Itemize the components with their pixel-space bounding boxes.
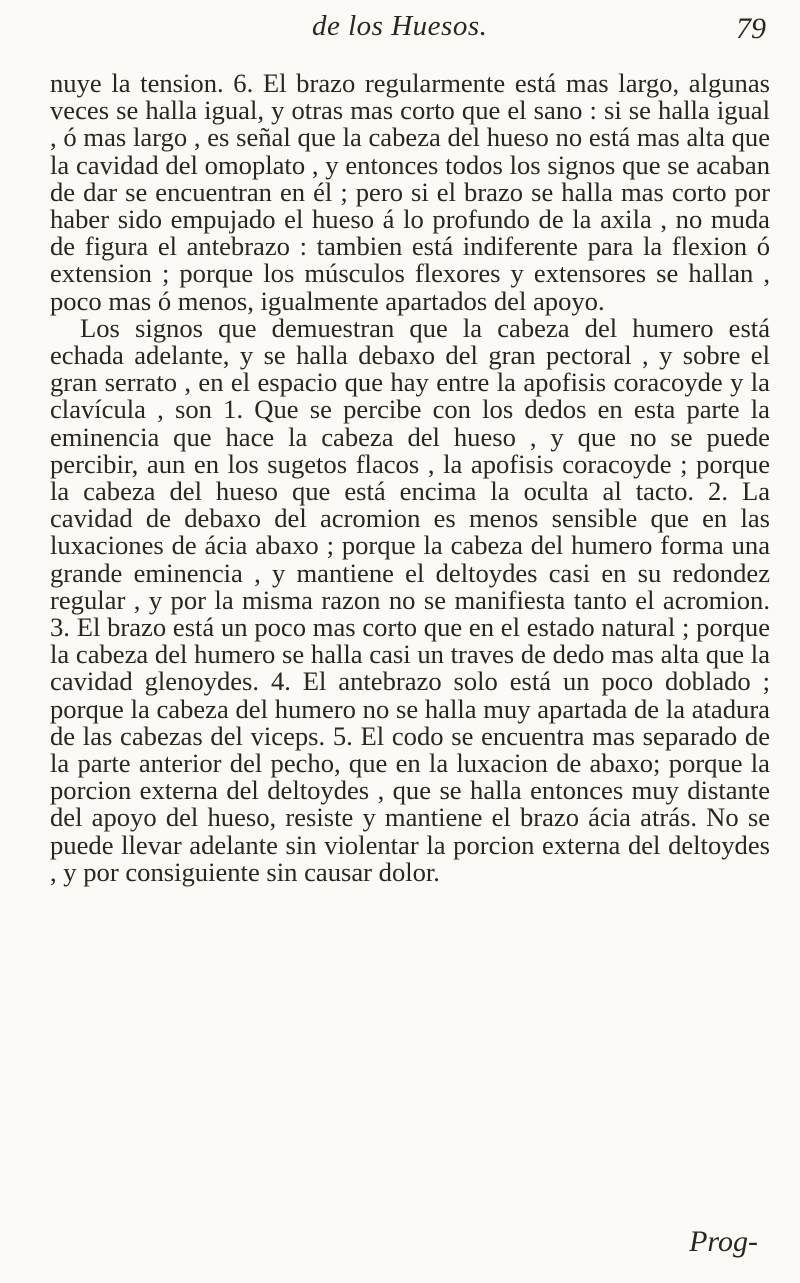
paragraph-1: nuye la tension. 6. El brazo regularmente está mas largo, algunas veces se halla igual, y otras mas corto que el sano : si se halla igual , ó mas largo , es señal que la cabeza del hueso no está mas alta que la cavidad del omoplato , y entonces todos los signos que se acaban de dar se encuentran en él ; pero si el brazo se halla mas corto por haber sido empujado el hueso á lo profundo de la axila , no muda de figura el antebrazo : tambien está indiferente para la flexion ó extension ; porque los músculos flexores y extensores se hallan , poco mas ó menos, igualmente apartados del apoyo. <box>50 68 770 316</box>
page-number: 79 <box>736 12 766 45</box>
catchword: Prog- <box>689 1225 758 1258</box>
paragraph-2: Los signos que demuestran que la cabeza del humero está echada adelante, y se halla debaxo del gran pectoral , y sobre el gran serrato , en el espacio que hay entre la apofisis coracoyde y la clavícula , son 1. Que se percibe con los dedos en esta parte la eminencia que hace la cabeza del hueso , y que no se puede percibir, aun en los sugetos flacos , la apofisis coracoyde ; porque la cabeza del hueso que está encima la oculta al tacto. 2. La cavidad de debaxo del acromion es menos sensible que en las luxaciones de ácia abaxo ; porque la cabeza del humero forma una grande eminencia , y mantiene el deltoydes casi en su redondez regular , y por la misma razon no se manifiesta tanto el acromion. 3. El brazo está un poco mas corto que en el estado natural ; porque la cabeza del humero se halla casi un traves de dedo mas alta que la cavidad glenoydes. 4. El antebrazo solo está un poco doblado ; porque la cabeza del humero no se halla muy apartada de la atadura de las cabezas del viceps. 5. El codo se encuentra mas separado de la parte anterior del pecho, que en la luxacion de abaxo; porque la porcion externa del deltoydes , que se halla entonces muy distante del apoyo del hueso, resiste y mantiene el brazo ácia atrás. No se puede llevar adelante sin violentar la porcion externa del deltoydes , y por consiguiente sin causar dolor. <box>50 312 770 887</box>
running-title: de los Huesos. <box>312 10 488 42</box>
body-text <box>50 70 770 886</box>
